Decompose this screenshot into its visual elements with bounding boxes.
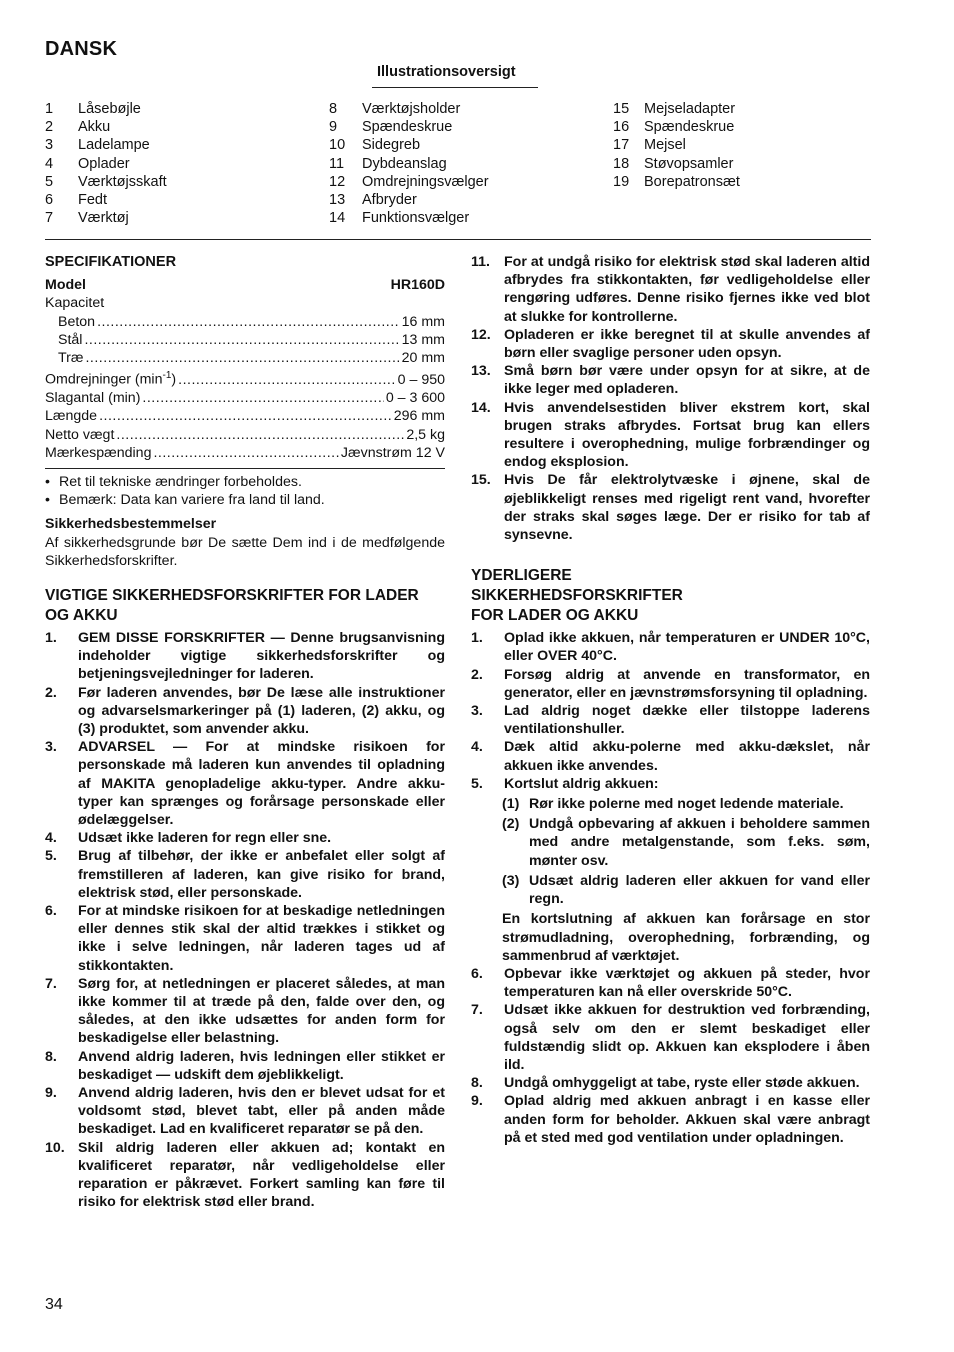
legend-item [329,118,489,136]
left-column [45,253,445,1211]
spec-label-text: Slagantal (min) [45,390,141,407]
section2-item [471,1001,870,1074]
specs-rule [45,468,445,469]
section1-continued-list [471,253,870,544]
spec-label [45,407,97,425]
item-text: Brug af tilbehør, der ikke er anbefalet eller solgt af fremstilleren af laderen, kan give risiko for brand, elektrisk stød, eller personskade. [78,848,445,901]
item-number: 9. [45,1085,57,1102]
dot-leader [116,426,404,444]
legend-column-2 [329,100,489,227]
section2-heading-line3: FOR LADER OG AKKU [471,607,639,625]
subitem-number: (2) [502,816,520,833]
section1-item [45,829,445,847]
legend-number: 10 [329,137,346,154]
spec-row [45,407,445,425]
legend-item [45,118,167,136]
legend-label: Låsebøjle [78,101,141,117]
section2-heading-line2: SIKKERHEDSFORSKRIFTER [471,587,683,605]
item-number: 1. [45,629,57,646]
spec-value: 20 mm [401,350,445,367]
item-number: 5. [471,775,483,792]
section2-list-b [471,965,870,1147]
section2-item [471,702,870,738]
legend-item [329,209,489,227]
item-text: For at mindske risikoen for at beskadige netledningen eller dennes stik skal der altid trækkes i stikket og ikke i selve ledningen, når laderen tages ud af stikkontakten. [78,903,445,974]
spec-row [45,426,445,444]
legend-number: 17 [613,137,630,154]
spec-value: 2,5 kg [406,426,445,443]
item-number: 15. [471,472,491,489]
section1-item [45,902,445,975]
dot-leader [97,313,400,331]
spec-value: 13 mm [401,331,445,348]
subitem-number: (3) [502,872,520,889]
item-number: 4. [471,739,483,756]
spec-label: Beton [58,313,96,330]
spec-value: 16 mm [401,313,445,330]
subitem-text: Udsæt aldrig laderen eller akkuen for vand eller regn. [529,872,870,908]
item-number: 7. [45,975,57,992]
legend-number: 14 [329,210,346,227]
item-number: 8. [471,1075,483,1092]
legend-number: 11 [329,155,345,172]
item-number: 11. [471,254,490,270]
safety-heading: Sikkerhedsbestemmelser [45,516,217,533]
item-text: Sørg for, at netledningen er placeret således, at man ikke kommer til at træde på den, falde over den, og således, at den ikke udsættes for anden form for beskadigelse eller belastning. [78,975,445,1047]
item-number: 13. [471,363,491,380]
item-number: 7. [471,1002,483,1019]
legend-number: 1 [45,101,54,117]
illustration-title-underline [372,87,538,88]
capacity-label: Kapacitet [45,295,105,312]
bullet-item [45,473,445,491]
legend-label: Akku [78,119,111,136]
item-text: Små børn bør være under opsyn for at sikre, at de ikke leger med opladeren. [504,363,870,398]
section2-subitem [502,795,870,813]
legend-number: 7 [45,210,54,227]
item-number: 1. [471,630,483,647]
section1-list [45,629,445,1212]
bullet-text: Bemærk: Data kan variere fra land til land. [59,492,325,509]
dot-leader [85,349,399,367]
legend-item [329,136,489,154]
legend-label: Funktionsvælger [362,210,470,227]
item-text: Anvend aldrig laderen, hvis den er blevet udsat for et voldsomt stød, blevet tabt, eller på anden måde beskadiget. Lad en kvalificeret reparatør se på den. [78,1085,445,1138]
dot-leader [153,444,338,462]
legend-label: Afbryder [362,192,417,209]
legend-number: 3 [45,137,54,154]
spec-value: 0 – 3 600 [385,390,445,407]
page-number: 34 [45,1296,63,1313]
legend-number: 8 [329,101,338,117]
dot-leader [142,389,383,407]
section2-subitem [502,872,870,908]
legend-number: 9 [329,119,338,136]
item-text: For at undgå risiko for elektrisk stød skal laderen altid afbrydes fra stikkontakten, før vedligeholdelse eller rengøring udføres. Denne risiko fjernes ikke ved blot at slukke for kontrollerne. [504,254,870,325]
spec-row [45,367,445,389]
spec-value: 296 mm [393,408,445,425]
legend-number: 2 [45,119,54,136]
legend-item [613,155,740,173]
capacity-row [45,313,445,331]
item-text: Hvis De får elektrolytvæske i øjnene, skal de øjeblikkeligt renses med rigeligt rent vand, hvorefter der straks skal søges læge. Der er risiko for tab af synsevne. [504,472,870,544]
section2-item [471,1074,870,1092]
item-number: 9. [471,1093,483,1110]
legend-label: Værktøjsholder [362,101,461,117]
section1-item [471,362,870,398]
legend-item [45,136,167,154]
legend-label: Støvopsamler [644,155,734,172]
section1-item [471,253,870,326]
legend-item [613,173,740,191]
bullet-text: Ret til tekniske ændringer forbeholdes. [59,473,302,490]
legend-label: Borepatronsæt [644,173,740,190]
spec-label: Stål [58,331,83,348]
item-number: 3. [471,703,483,720]
item-text: Opbevar ikke værktøjet og akkuen på steder, hvor temperaturen kan nå eller overskride 50°C. [504,965,870,1001]
item-text: Kortslut aldrig akkuen: [504,775,659,792]
item-text: Oplad aldrig med akkuen anbragt i en kasse eller anden form for beholder. Akkuen skal være anbragt på et sted med god ventilation under opladningen. [504,1093,870,1146]
right-column [471,253,870,1147]
section1-item [471,471,870,544]
legend-label: Ladelampe [78,137,150,154]
spec-label-tail: ) [171,371,177,388]
section1-item [45,629,445,684]
spec-label [45,389,140,407]
model-label: Model [45,277,86,294]
section1-item [45,738,445,829]
section2-note: En kortslutning af akkuen kan forårsage en stor strømudladning, overophedning, forbrænding, og sammenbrud af værktøjet. [502,911,870,964]
item-text: Før laderen anvendes, bør De læse alle instruktioner og advarselsmarkeringer på (1) laderen, (2) akku, og (3) produktet, som anvender akku. [78,684,445,737]
model-value: HR160D [390,277,445,294]
legend-number: 5 [45,173,54,190]
spec-bullets [45,473,445,509]
spec-value: 0 – 950 [397,371,445,388]
spec-label [45,444,151,462]
item-number: 10. [45,1139,65,1156]
legend-number: 4 [45,155,54,172]
item-text: Lad aldrig noget dække eller tilstoppe laderens ventilationshuller. [504,703,870,738]
illustration-title: Illustrationsoversigt [377,64,516,80]
legend-label: Værktøj [78,210,129,227]
item-text: Forsøg aldrig at anvende en transformator, en generator, eller en jævnstrømsforsyning til opladning. [504,666,870,701]
section2-item [471,738,870,774]
subitem-number: (1) [502,796,520,813]
item-number: 14. [471,399,491,416]
section-divider [45,239,871,240]
item-number: 2. [471,666,483,683]
spec-row [45,389,445,407]
spec-label-text: Omdrejninger (min [45,371,163,388]
section2-item [471,775,870,793]
spec-value: Jævnstrøm 12 V [340,444,445,461]
section2-heading [471,566,870,626]
item-text: Udsæt ikke laderen for regn eller sne. [78,830,332,847]
legend-item [329,173,489,191]
section1-item [45,1048,445,1084]
legend-item [45,155,167,173]
section2-heading-line1: YDERLIGERE [471,567,572,585]
spec-rows [45,367,445,462]
item-number: 8. [45,1048,57,1065]
subitem-text: Rør ikke polerne med noget ledende materiale. [529,796,844,813]
section2-sublist [471,795,870,908]
section2-list-a [471,629,870,793]
item-text: Undgå omhyggeligt at tabe, ryste eller støde akkuen. [504,1075,860,1092]
legend-label: Spændeskrue [644,119,735,136]
legend-item [329,155,489,173]
language-heading: DANSK [45,38,118,60]
legend-number: 18 [613,155,630,172]
item-number: 6. [471,965,483,982]
section2-item [471,629,870,665]
spec-label-text: Mærkespænding [45,444,152,461]
bullet-item [45,491,445,509]
legend-item [329,100,489,118]
capacity-rows [45,313,445,368]
item-text: Skil aldrig laderen eller akkuen ad; kontakt en kvalificeret reparatør, når vedligeholdelse eller reparation er påkrævet. Forkert samling kan føre til risiko for elektrisk stød eller brand. [78,1139,445,1211]
section1-item [45,847,445,902]
legend-item [613,100,740,118]
legend-number: 13 [329,192,346,209]
legend-item [45,209,167,227]
subitem-text: Undgå opbevaring af akkuen i beholdere sammen med andre metalgenstande, som f.eks. søm, mønter osv. [529,816,870,869]
legend-label: Oplader [78,155,130,172]
section1-item [45,1084,445,1139]
legend-label: Mejsel [644,137,686,154]
section1-item [471,399,870,472]
legend-item [613,136,740,154]
legend-number: 12 [329,173,346,190]
item-number: 12. [471,326,491,343]
legend-column-3 [613,100,740,191]
section1-heading: VIGTIGE SIKKERHEDSFORSKRIFTER FOR LADER OG AKKU [45,586,419,624]
legend-label: Omdrejningsvælger [362,173,489,190]
spec-label-text: Længde [45,408,98,425]
legend-item [613,118,740,136]
model-row [45,276,445,294]
section2-item [471,965,870,1001]
item-text: Opladeren er ikke beregnet til at skulle anvendes af børn eller svaglige personer uden opsyn. [504,326,870,362]
item-text: Anvend aldrig laderen, hvis ledningen eller stikket er beskadiget — udskift dem øjeblikkeligt. [78,1048,445,1083]
spec-label-text: Netto vægt [45,426,115,443]
section1-item [45,1139,445,1212]
spec-label: Træ [58,350,84,367]
item-number: 4. [45,830,57,847]
legend-label: Spændeskrue [362,119,453,136]
bullet-dot: • [45,473,50,490]
specs-heading: SPECIFIKATIONER [45,254,177,270]
item-text: Hvis anvendelsestiden bliver ekstrem kort, skal brugen straks afbrydes. Fortsat brug kan ellers resultere i overophedning, mulige forbrændinger og endog eksplosion. [504,399,870,471]
legend-label: Mejseladapter [644,101,736,117]
spec-label-superscript: -1 [162,370,172,382]
section1-item [45,975,445,1048]
legend-number: 16 [613,119,630,136]
section1-item [45,684,445,739]
spec-label [45,426,114,444]
item-text: ADVARSEL — For at mindske risikoen for personskade må laderen kun anvendes til opladning af MAKITA genopladelige akku-typer. Andre akku-typer kan sprænges og forårsage personskade eller ødelæggelser. [78,739,445,829]
section2-subitem [502,815,870,870]
legend-item [45,100,167,118]
capacity-row [45,331,445,349]
legend-label: Sidegreb [362,137,421,154]
item-number: 2. [45,684,57,701]
item-text: GEM DISSE FORSKRIFTER — Denne brugsanvisning indeholder vigtige sikkerhedsforskrifter og betjeningsvejledninger for laderen. [78,629,445,683]
legend-item [45,191,167,209]
legend-item [45,173,167,191]
legend-column-1 [45,100,167,227]
spec-label [45,367,176,389]
dot-leader [99,407,392,425]
item-text: Dæk altid akku-polerne med akku-dækslet, når akkuen ikke anvendes. [504,739,870,774]
safety-text: Af sikkerhedsgrunde bør De sætte Dem ind i de medfølgende Sikkerhedsforskrifter. [45,534,445,569]
capacity-row [45,349,445,367]
section1-item [471,326,870,362]
bullet-dot: • [45,492,50,509]
item-number: 5. [45,848,57,865]
section2-item [471,1092,870,1147]
item-number: 6. [45,903,57,920]
legend-number: 6 [45,192,54,209]
legend-item [329,191,489,209]
legend-label: Værktøjsskaft [78,173,167,190]
item-text: Udsæt ikke akkuen for destruktion ved forbrænding, også selv om den er slemt beskadiget eller fuldstændig slidt op. Akkuen kan eksplodere i åben ild. [504,1002,870,1073]
legend-number: 19 [613,173,630,190]
section2-item [471,666,870,702]
spec-row [45,444,445,462]
dot-leader [178,371,396,389]
dot-leader [84,331,399,349]
item-number: 3. [45,739,57,756]
item-text: Oplad ikke akkuen, når temperaturen er UNDER 10°C, eller OVER 40°C. [504,630,870,665]
legend-label: Dybdeanslag [362,155,447,172]
legend-number: 15 [613,101,630,117]
legend-label: Fedt [78,192,108,209]
